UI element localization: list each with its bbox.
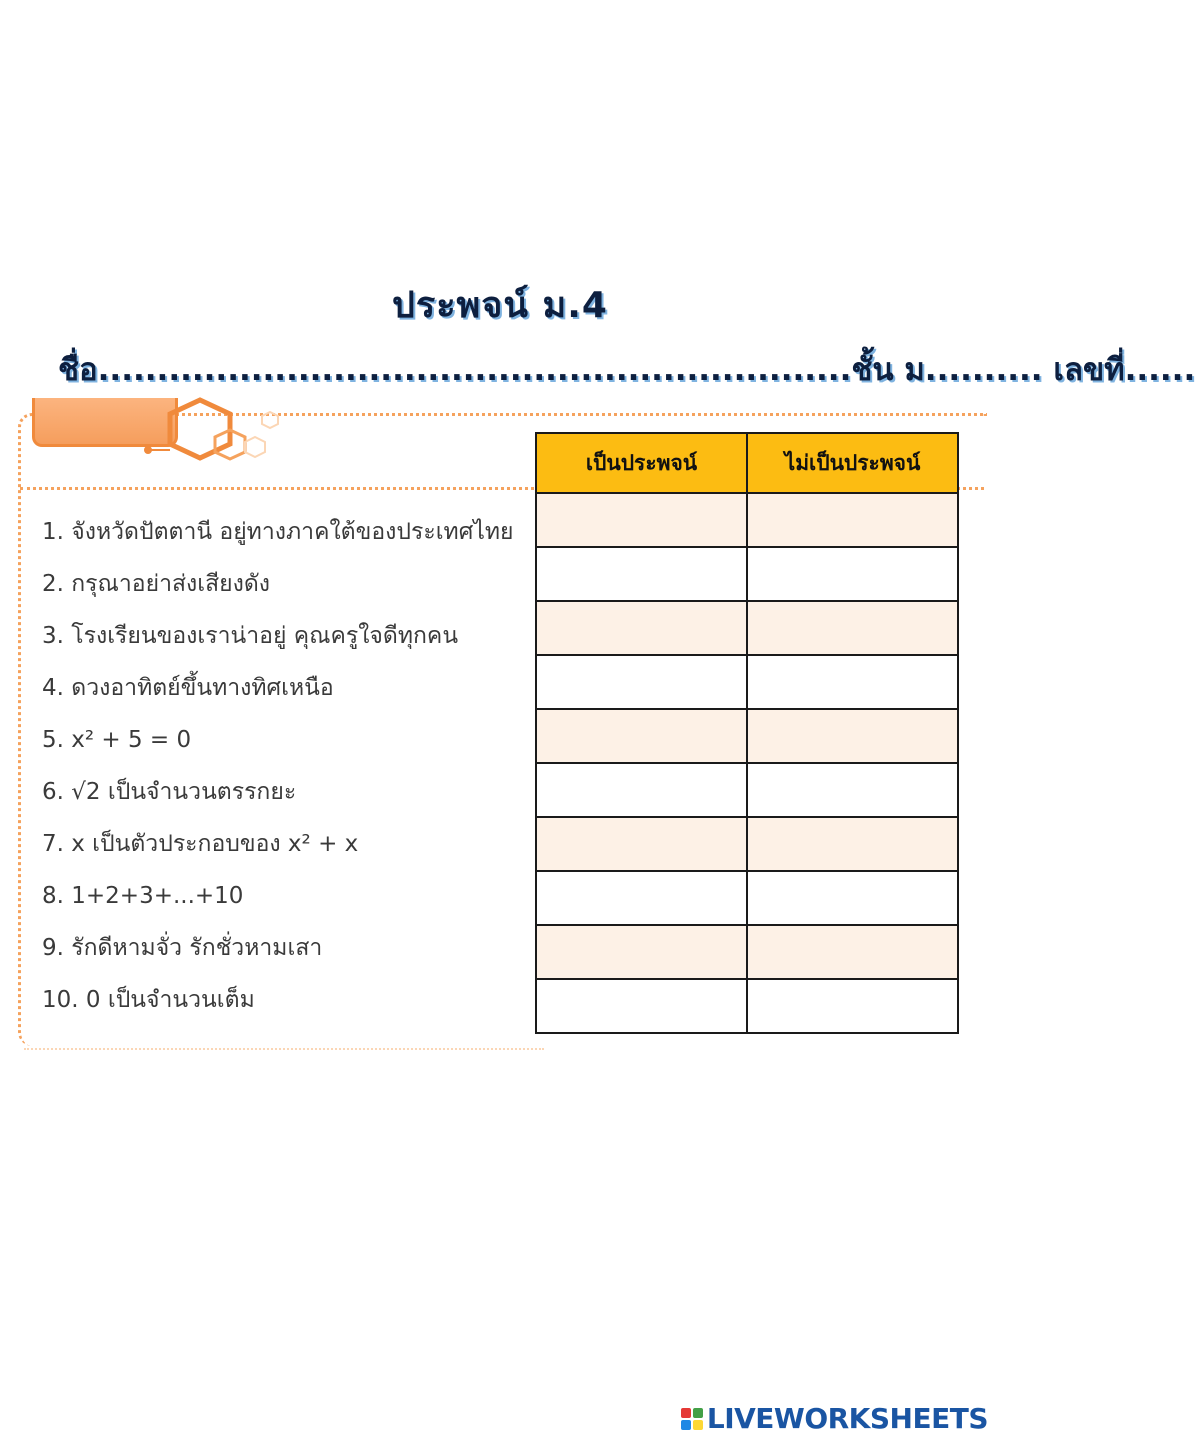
answer-cell-no[interactable] [747,655,958,709]
table-row [536,547,958,601]
brand-text: LIVEWORKSHEETS [706,1402,988,1435]
statement-8: 8. 1+2+3+...+10 [42,883,244,909]
answer-cell-no[interactable] [747,871,958,925]
header-not-proposition: ไม่เป็นประพจน์ [747,433,958,493]
answer-cell-no[interactable] [747,601,958,655]
name-class-number-line: ชื่อ................................................................ชั้น ม.......... เลขที่...... [58,352,1195,388]
answer-cell-yes[interactable] [536,655,747,709]
table-row [536,817,958,871]
table-row [536,709,958,763]
answer-cell-no[interactable] [747,925,958,979]
liveworksheets-brand [681,1402,988,1435]
answer-cell-yes[interactable] [536,871,747,925]
statement-9: 9. รักดีหามจั่ว รักชั่วหามเสา [42,935,323,961]
statement-list [42,510,532,1030]
answer-cell-no[interactable] [747,817,958,871]
answer-cell-no[interactable] [747,979,958,1033]
statement-3: 3. โรงเรียนของเราน่าอยู่ คุณครูใจดีทุกคน [42,623,459,649]
liveworksheets-logo-icon [681,1408,703,1430]
answer-cell-yes[interactable] [536,979,747,1033]
answer-cell-no[interactable] [747,493,958,547]
frame-bottom-edge [24,1040,544,1050]
statement-10: 10. 0 เป็นจำนวนเต็ม [42,987,255,1013]
answer-cell-yes[interactable] [536,763,747,817]
worksheet-title: ประพจน์ ม.4 [392,285,608,326]
table-row [536,925,958,979]
answer-cell-no[interactable] [747,763,958,817]
statement-7: 7. x เป็นตัวประกอบของ x² + x [42,831,359,857]
statement-1: 1. จังหวัดปัตตานี อยู่ทางภาคใต้ของประเทศไทย [42,519,514,545]
table-row [536,871,958,925]
statement-6: 6. √2 เป็นจำนวนตรรกยะ [42,779,297,805]
answer-table [535,432,959,1034]
answer-cell-no[interactable] [747,547,958,601]
answer-cell-no[interactable] [747,709,958,763]
statement-2: 2. กรุณาอย่าส่งเสียงดัง [42,571,271,597]
header-is-proposition: เป็นประพจน์ [536,433,747,493]
statement-5: 5. x² + 5 = 0 [42,727,192,753]
hexagon-decoration-icon [130,392,280,472]
answer-cell-yes[interactable] [536,817,747,871]
statement-4: 4. ดวงอาทิตย์ขึ้นทางทิศเหนือ [42,675,334,701]
answer-cell-yes[interactable] [536,547,747,601]
table-row [536,493,958,547]
answer-cell-yes[interactable] [536,601,747,655]
table-row [536,655,958,709]
table-row [536,979,958,1033]
answer-cell-yes[interactable] [536,493,747,547]
answer-cell-yes[interactable] [536,925,747,979]
table-row [536,601,958,655]
answer-cell-yes[interactable] [536,709,747,763]
table-row [536,763,958,817]
